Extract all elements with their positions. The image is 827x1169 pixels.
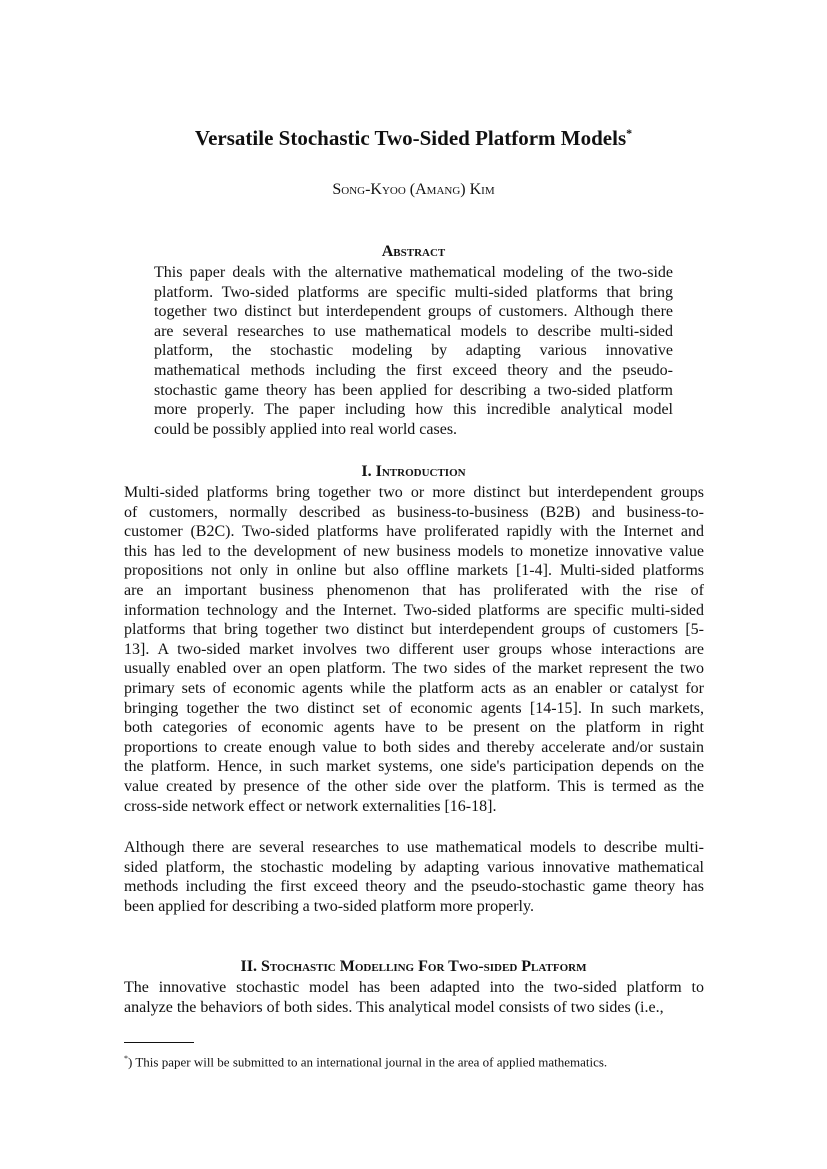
text-line: mathematical methods including the first exceed theory and the pseudo-	[154, 361, 673, 379]
text-line: could be possibly applied into real world cases.	[154, 420, 458, 438]
text-line: methods including the first exceed theory and the pseudo-stochastic game theory has	[124, 878, 704, 896]
text-line: together two distinct but interdependent groups of customers. Although there	[154, 303, 673, 321]
abstract-body	[154, 263, 673, 439]
footnote-mark: *	[124, 1054, 128, 1063]
introduction-paragraph-2	[124, 838, 704, 916]
text-line: value created by presence of the other side over the platform. This is termed as the	[124, 777, 704, 795]
text-line: are several researches to use mathematical models to describe multi-sided	[154, 322, 673, 340]
text-line: Multi-sided platforms bring together two or more distinct but interdependent groups	[124, 484, 704, 501]
text-line: platform, the stochastic modeling by adapting various innovative	[154, 342, 673, 360]
paper-title	[0, 126, 827, 151]
title-text: Versatile Stochastic Two-Sided Platform Models	[194, 126, 627, 150]
section-2-heading: II. Stochastic Modelling For Two-sided Platform	[240, 958, 587, 975]
author: Song-Kyoo (Amang) Kim	[332, 181, 495, 198]
text-line: this has led to the development of new business models to monetize innovative value	[124, 542, 704, 560]
text-line: more properly. The paper including how this incredible analytical model	[154, 401, 673, 419]
text-line: 13]. A two-sided market involves two different user groups whose interactions are	[124, 640, 704, 658]
text-line: are an important business phenomenon that has proliferated with the rise of	[124, 581, 704, 599]
text-line: sided platform, the stochastic modeling by adapting various innovative mathematical	[124, 858, 704, 876]
text-line: usually enabled over an open platform. The two sides of the market represent the two	[124, 660, 704, 678]
text-line: both categories of economic agents have to be present on the platform in right	[124, 719, 704, 737]
introduction-paragraph-1	[124, 483, 704, 816]
section-2-paragraph	[124, 978, 704, 1017]
text-line: bringing together the two distinct set of economic agents [14-15]. In such markets,	[124, 699, 704, 717]
text-line: This paper deals with the alternative mathematical modeling of the two-side	[154, 264, 673, 281]
text-line: platforms that bring together two distinct but interdependent groups of customers [5-	[124, 621, 704, 639]
text-line: been applied for describing a two-sided platform more properly.	[124, 897, 534, 915]
abstract-heading: Abstract	[381, 243, 446, 260]
text-line: of customers, normally described as business-to-business (B2B) and business-to-	[124, 503, 704, 521]
text-line: the platform. Hence, in such market systems, one side's participation depends on the	[124, 758, 704, 776]
introduction-heading: I. Introduction	[361, 463, 466, 480]
footnote-rule	[124, 1042, 194, 1043]
footnote-text: ) This paper will be submitted to an international journal in the area of applied mathematics.	[128, 1054, 608, 1070]
text-line: information technology and the Internet. Two-sided platforms are specific multi-sided	[124, 601, 704, 619]
text-line: analyze the behaviors of both sides. This analytical model consists of two sides (i.e.,	[124, 998, 664, 1016]
footnote	[124, 1054, 607, 1070]
title-footnote-mark: *	[626, 126, 633, 140]
text-line: The innovative stochastic model has been adapted into the two-sided platform to	[124, 979, 704, 996]
text-line: propositions not only in online but also offline markets [1-4]. Multi-sided platforms	[124, 562, 704, 580]
text-line: proportions to create enough value to both sides and thereby accelerate and/or sustain	[124, 738, 704, 756]
text-line: cross-side network effect or network externalities [16-18].	[124, 797, 497, 815]
text-line: stochastic game theory has been applied for describing a two-sided platform	[154, 381, 673, 399]
text-line: customer (B2C). Two-sided platforms have proliferated rapidly with the Internet and	[124, 523, 704, 541]
text-line: primary sets of economic agents while the platform acts as an enabler or catalyst for	[124, 679, 704, 697]
text-line: platform. Two-sided platforms are specific multi-sided platforms that bring	[154, 283, 673, 301]
text-line: Although there are several researches to use mathematical models to describe multi-	[124, 839, 704, 856]
